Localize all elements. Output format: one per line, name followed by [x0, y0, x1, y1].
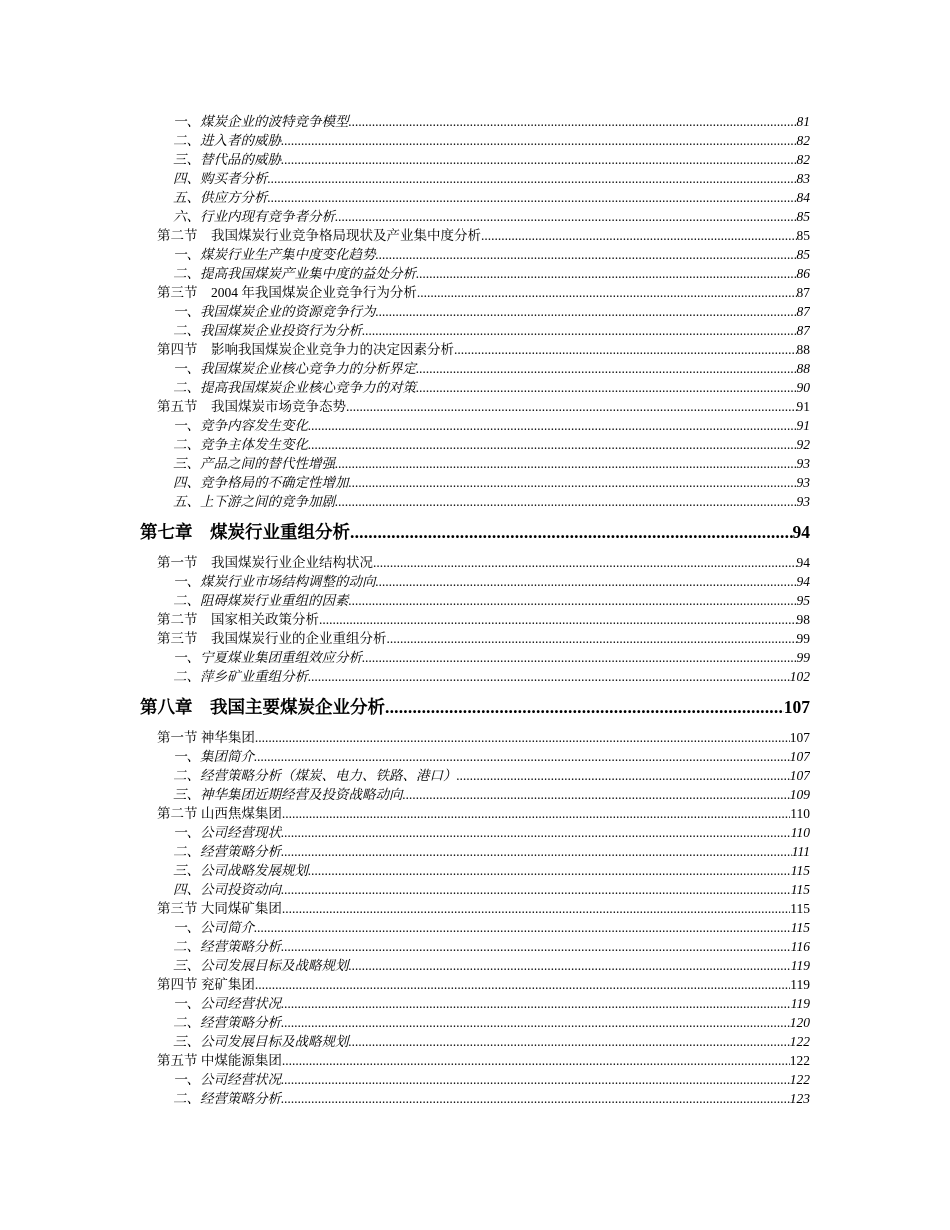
toc-dot-leader	[255, 728, 790, 747]
toc-entry-title: 一、公司经营状况	[173, 1072, 281, 1087]
toc-chapter-entry[interactable]	[140, 520, 810, 544]
toc-dot-leader	[282, 899, 790, 918]
toc-subsection-entry[interactable]	[173, 1070, 810, 1089]
toc-subsection-entry[interactable]	[173, 131, 810, 150]
toc-subsection-entry[interactable]	[173, 648, 810, 667]
toc-page-number: 107	[789, 768, 810, 783]
toc-entry-title: 二、经营策略分析（煤炭、电力、铁路、港口）	[173, 768, 457, 783]
toc-section-entry[interactable]	[157, 283, 810, 302]
toc-dot-leader	[281, 823, 791, 842]
toc-dot-leader	[417, 283, 797, 302]
toc-dot-leader	[308, 667, 790, 686]
toc-section-entry[interactable]	[157, 340, 810, 359]
toc-entry-title: 第二节 国家相关政策分析	[157, 612, 319, 627]
toc-page-number: 95	[796, 593, 810, 608]
toc-entry-title: 第一节 我国煤炭行业企业结构状况	[157, 555, 373, 570]
toc-chapter-entry[interactable]	[140, 695, 810, 719]
toc-page-number: 93	[796, 456, 810, 471]
toc-dot-leader	[281, 1013, 790, 1032]
toc-subsection-entry[interactable]	[173, 956, 810, 975]
toc-dot-leader	[255, 975, 790, 994]
toc-subsection-entry[interactable]	[173, 1013, 810, 1032]
toc-entry-title: 一、竞争内容发生变化	[173, 418, 308, 433]
toc-entry-title: 第八章 我国主要煤炭企业分析	[140, 697, 385, 717]
toc-entry-title: 第四节 影响我国煤炭企业竞争力的决定因素分析	[157, 342, 454, 357]
toc-dot-leader	[308, 416, 797, 435]
toc-subsection-entry[interactable]	[173, 785, 810, 804]
toc-entry-title: 二、经营策略分析	[173, 1015, 281, 1030]
toc-page-number: 116	[790, 939, 810, 954]
toc-dot-leader	[454, 340, 797, 359]
toc-page-number: 110	[790, 806, 810, 821]
toc-dot-leader	[349, 1032, 790, 1051]
toc-entry-title: 三、神华集团近期经营及投资战略动向	[173, 787, 403, 802]
toc-subsection-entry[interactable]	[173, 454, 810, 473]
toc-entry-title: 一、宁夏煤业集团重组效应分析	[173, 650, 362, 665]
toc-dot-leader	[349, 112, 797, 131]
toc-section-entry[interactable]	[157, 397, 810, 416]
toc-subsection-entry[interactable]	[173, 667, 810, 686]
toc-entry-title: 第五节 中煤能源集团	[157, 1053, 282, 1068]
toc-entry-title: 三、产品之间的替代性增强	[173, 456, 335, 471]
toc-entry-title: 第二节 我国煤炭行业竞争格局现状及产业集中度分析	[157, 228, 481, 243]
toc-subsection-entry[interactable]	[173, 918, 810, 937]
toc-page-number: 115	[790, 901, 810, 916]
toc-page-number: 122	[789, 1072, 810, 1087]
toc-entry-title: 四、公司投资动向	[173, 882, 281, 897]
toc-subsection-entry[interactable]	[173, 416, 810, 435]
toc-entry-title: 第三节 我国煤炭行业的企业重组分析	[157, 631, 387, 646]
toc-entry-title: 二、我国煤炭企业投资行为分析	[173, 323, 362, 338]
toc-entry-title: 五、供应方分析	[173, 190, 268, 205]
toc-entry-title: 一、我国煤炭企业核心竞争力的分析界定	[173, 361, 416, 376]
toc-dot-leader	[376, 572, 797, 591]
toc-dot-leader	[281, 842, 792, 861]
toc-dot-leader	[387, 629, 797, 648]
toc-subsection-entry[interactable]	[173, 169, 810, 188]
toc-entry-title: 一、公司经营现状	[173, 825, 281, 840]
toc-subsection-entry[interactable]	[173, 1032, 810, 1051]
toc-entry-title: 四、购买者分析	[173, 171, 268, 186]
toc-dot-leader	[281, 150, 797, 169]
toc-page-number: 122	[789, 1034, 810, 1049]
table-of-contents	[0, 112, 950, 1108]
toc-page-number: 91	[796, 399, 810, 414]
toc-entry-title: 一、煤炭企业的波特竞争模型	[173, 114, 349, 129]
toc-section-entry[interactable]	[157, 899, 810, 918]
toc-dot-leader	[335, 207, 797, 226]
toc-subsection-entry[interactable]	[173, 766, 810, 785]
toc-subsection-entry[interactable]	[173, 492, 810, 511]
toc-page-number: 93	[796, 475, 810, 490]
toc-page-number: 119	[790, 996, 810, 1011]
toc-page-number: 115	[790, 882, 810, 897]
toc-subsection-entry[interactable]	[173, 245, 810, 264]
toc-section-entry[interactable]	[157, 975, 810, 994]
toc-entry-title: 一、集团简介	[173, 749, 254, 764]
toc-dot-leader	[281, 994, 791, 1013]
toc-dot-leader	[268, 188, 797, 207]
toc-entry-title: 二、进入者的威胁	[173, 133, 281, 148]
toc-entry-title: 第三节 大同煤矿集团	[157, 901, 282, 916]
toc-dot-leader	[481, 226, 797, 245]
toc-dot-leader	[362, 648, 797, 667]
toc-dot-leader	[335, 492, 797, 511]
toc-page-number: 88	[796, 342, 810, 357]
toc-page-number: 87	[796, 323, 810, 338]
toc-entry-title: 二、提高我国煤炭产业集中度的益处分析	[173, 266, 416, 281]
toc-entry-title: 一、我国煤炭企业的资源竞争行为	[173, 304, 376, 319]
toc-page-number: 115	[790, 863, 810, 878]
toc-page-number: 85	[796, 228, 810, 243]
toc-section-entry[interactable]	[157, 226, 810, 245]
toc-subsection-entry[interactable]	[173, 435, 810, 454]
toc-dot-leader	[349, 956, 791, 975]
toc-entry-title: 二、经营策略分析	[173, 939, 281, 954]
toc-entry-title: 三、替代品的威胁	[173, 152, 281, 167]
toc-page-number: 82	[796, 152, 810, 167]
toc-entry-title: 五、上下游之间的竞争加剧	[173, 494, 335, 509]
toc-subsection-entry[interactable]	[173, 207, 810, 226]
toc-page-number: 99	[796, 631, 810, 646]
toc-page-number: 94	[792, 522, 810, 542]
toc-page-number: 84	[796, 190, 810, 205]
toc-subsection-entry[interactable]	[173, 302, 810, 321]
toc-page-number: 88	[796, 361, 810, 376]
toc-page-number: 111	[791, 844, 810, 859]
toc-entry-title: 三、公司发展目标及战略规划	[173, 1034, 349, 1049]
toc-page-number: 83	[796, 171, 810, 186]
toc-page-number: 122	[789, 1053, 810, 1068]
toc-page-number: 115	[790, 920, 810, 935]
toc-page-number: 91	[796, 418, 810, 433]
toc-page-number: 109	[789, 787, 810, 802]
toc-entry-title: 一、煤炭行业生产集中度变化趋势	[173, 247, 376, 262]
toc-entry-title: 第五节 我国煤炭市场竞争态势	[157, 399, 346, 414]
toc-dot-leader	[335, 454, 797, 473]
toc-dot-leader	[376, 302, 797, 321]
toc-dot-leader	[416, 359, 797, 378]
toc-page-number: 107	[789, 749, 810, 764]
toc-dot-leader	[268, 169, 797, 188]
toc-page-number: 94	[796, 574, 810, 589]
toc-section-entry[interactable]	[157, 1051, 810, 1070]
toc-dot-leader	[416, 378, 797, 397]
toc-subsection-entry[interactable]	[173, 842, 810, 861]
toc-dot-leader	[254, 747, 790, 766]
toc-dot-leader	[308, 435, 797, 454]
toc-dot-leader	[281, 131, 797, 150]
toc-section-entry[interactable]	[157, 629, 810, 648]
toc-page-number: 87	[796, 285, 810, 300]
toc-entry-title: 第七章 煤炭行业重组分析	[140, 522, 350, 542]
toc-page-number: 85	[796, 247, 810, 262]
toc-entry-title: 二、经营策略分析	[173, 844, 281, 859]
toc-subsection-entry[interactable]	[173, 861, 810, 880]
toc-entry-title: 一、公司简介	[173, 920, 254, 935]
toc-subsection-entry[interactable]	[173, 359, 810, 378]
toc-dot-leader	[254, 918, 791, 937]
toc-entry-title: 第一节 神华集团	[157, 730, 255, 745]
toc-subsection-entry[interactable]	[173, 378, 810, 397]
toc-page-number: 92	[796, 437, 810, 452]
toc-subsection-entry[interactable]	[173, 823, 810, 842]
toc-section-entry[interactable]	[157, 728, 810, 747]
toc-page-number: 86	[796, 266, 810, 281]
toc-dot-leader	[282, 1051, 790, 1070]
toc-subsection-entry[interactable]	[173, 473, 810, 492]
toc-page-number: 93	[796, 494, 810, 509]
toc-dot-leader	[281, 937, 791, 956]
toc-dot-leader	[349, 473, 797, 492]
toc-dot-leader	[385, 695, 784, 719]
toc-dot-leader	[362, 321, 797, 340]
toc-subsection-entry[interactable]	[173, 572, 810, 591]
toc-page-number: 82	[796, 133, 810, 148]
toc-page-number: 98	[796, 612, 810, 627]
toc-subsection-entry[interactable]	[173, 747, 810, 766]
toc-entry-title: 三、公司战略发展规划	[173, 863, 308, 878]
toc-subsection-entry[interactable]	[173, 112, 810, 131]
toc-page-number: 102	[789, 669, 810, 684]
toc-page-number: 90	[796, 380, 810, 395]
toc-dot-leader	[416, 264, 797, 283]
toc-page-number: 107	[789, 730, 810, 745]
toc-section-entry[interactable]	[157, 553, 810, 572]
toc-page-number: 119	[790, 958, 810, 973]
toc-dot-leader	[349, 591, 797, 610]
toc-dot-leader	[281, 1070, 790, 1089]
toc-page-number: 107	[783, 697, 810, 717]
toc-subsection-entry[interactable]	[173, 591, 810, 610]
toc-entry-title: 四、竞争格局的不确定性增加	[173, 475, 349, 490]
toc-dot-leader	[376, 245, 797, 264]
toc-page-number: 87	[796, 304, 810, 319]
toc-subsection-entry[interactable]	[173, 994, 810, 1013]
toc-page-number: 94	[796, 555, 810, 570]
toc-entry-title: 一、公司经营状况	[173, 996, 281, 1011]
toc-entry-title: 二、经营策略分析	[173, 1091, 281, 1106]
toc-subsection-entry[interactable]	[173, 1089, 810, 1108]
toc-entry-title: 三、公司发展目标及战略规划	[173, 958, 349, 973]
toc-page-number: 123	[789, 1091, 810, 1106]
toc-entry-title: 二、萍乡矿业重组分析	[173, 669, 308, 684]
toc-entry-title: 第二节 山西焦煤集团	[157, 806, 282, 821]
toc-dot-leader	[319, 610, 797, 629]
toc-dot-leader	[350, 520, 793, 544]
toc-entry-title: 二、竞争主体发生变化	[173, 437, 308, 452]
toc-entry-title: 二、阻碍煤炭行业重组的因素	[173, 593, 349, 608]
toc-page-number: 110	[790, 825, 810, 840]
toc-subsection-entry[interactable]	[173, 321, 810, 340]
toc-entry-title: 第三节 2004 年我国煤炭企业竞争行为分析	[157, 285, 417, 300]
toc-subsection-entry[interactable]	[173, 264, 810, 283]
toc-entry-title: 第四节 兖矿集团	[157, 977, 255, 992]
toc-entry-title: 六、行业内现有竞争者分析	[173, 209, 335, 224]
toc-page-number: 81	[796, 114, 810, 129]
toc-page-number: 119	[790, 977, 810, 992]
toc-entry-title: 二、提高我国煤炭企业核心竞争力的对策	[173, 380, 416, 395]
toc-entry-title: 一、煤炭行业市场结构调整的动向	[173, 574, 376, 589]
toc-subsection-entry[interactable]	[173, 150, 810, 169]
toc-subsection-entry[interactable]	[173, 188, 810, 207]
toc-dot-leader	[457, 766, 790, 785]
toc-page-number: 99	[796, 650, 810, 665]
toc-page-number: 120	[789, 1015, 810, 1030]
toc-dot-leader	[281, 1089, 790, 1108]
toc-subsection-entry[interactable]	[173, 937, 810, 956]
toc-dot-leader	[403, 785, 790, 804]
toc-section-entry[interactable]	[157, 610, 810, 629]
toc-page-number: 85	[796, 209, 810, 224]
toc-subsection-entry[interactable]	[173, 880, 810, 899]
toc-dot-leader	[281, 880, 791, 899]
toc-dot-leader	[308, 861, 791, 880]
toc-dot-leader	[373, 553, 797, 572]
toc-dot-leader	[346, 397, 797, 416]
toc-dot-leader	[282, 804, 790, 823]
toc-section-entry[interactable]	[157, 804, 810, 823]
